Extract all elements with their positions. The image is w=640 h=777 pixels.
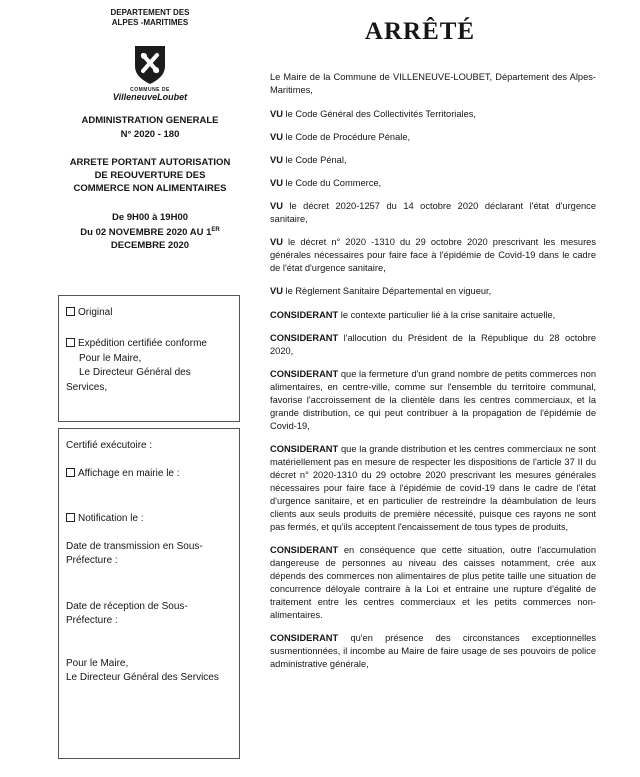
notification-label: Notification le : — [78, 513, 144, 524]
hours-line: De 9H00 à 19H00 — [111, 212, 189, 223]
original-label: Original — [78, 307, 113, 318]
arrete-body — [270, 71, 596, 671]
considerant-item: CONSIDERANT le contexte particulier lié à la crise sanitaire actuelle, — [270, 310, 556, 320]
considerant-item: CONSIDERANT que la fermeture d'un grand nombre de petits commerces non alimentaires, en centre-ville, comme sur l'ensemble du territoire communal, favorise l'accroissement de la clientèle dans les centres commerciaux, et la grande distribution, ce qui peut contribuer à la propagation de l'épidémie de Covid-19, — [270, 369, 596, 431]
vu-item: VU le Règlement Sanitaire Départemental en vigueur, — [270, 286, 492, 296]
objet-line-2: DE REOUVERTURE DES — [94, 170, 206, 181]
reception-line-2: Préfecture : — [66, 615, 118, 626]
box1-directeur: Le Directeur Général des — [79, 367, 191, 378]
period-line — [50, 224, 250, 239]
department-line-1: DEPARTEMENT DES — [110, 8, 190, 17]
affichage-row — [66, 467, 235, 480]
checkbox-icon — [66, 338, 75, 347]
original-box — [58, 295, 240, 422]
original-row — [66, 306, 235, 319]
considerant-item: CONSIDERANT que la grande distribution et les centres commerciaux ne sont matériellement pas en mesure de respecter les dispositions de l'article 37 II du décret n° 2020-1310 du 29 octobre 2020 prescrivant les mesures générales nécessaires pour faire face à l'épidémie de covid-19 dans le cadre de l'état d'urgence sanitaire, et en particulier de restreindre la déambulation de leurs clients aux seuls produits de première nécessité, puisque ces rayons ne sont pas fermés, et qu'ils acceptent l'encaissement de tous types de produits, — [270, 444, 597, 532]
box2-directeur: Le Directeur Général des Services — [66, 672, 219, 683]
document-title: ARRÊTÉ — [364, 18, 476, 45]
period-start: Du 02 NOVEMBRE 2020 AU 1 — [80, 227, 212, 239]
intro-paragraph: Le Maire de la Commune de VILLENEUVE-LOUBET, Département des Alpes-Maritimes, — [270, 72, 596, 95]
commune-logo-icon — [128, 42, 172, 86]
transmission-line-2: Préfecture : — [66, 555, 118, 566]
vu-item: VU le décret n° 2020 -1310 du 29 octobre 2020 prescrivant les mesures générales nécessaires pour faire face à l'épidémie de Covid-19 dans le cadre de l'état d'urgence sanitaire, — [270, 237, 596, 273]
arrete-number: N° 2020 - 180 — [120, 129, 180, 140]
certification-box — [58, 428, 240, 759]
certifie-label: Certifié exécutoire : — [66, 440, 153, 451]
checkbox-icon — [66, 307, 75, 316]
considerant-item: CONSIDERANT en conséquence que cette situation, outre l'accumulation dangereuse de personnes au niveau des caisses notamment, crée aux dépends des commerces non alimentaires de plus petite taille une situation de concurrence déloyale contraire à la Loi et entraine une rupture d'égalité de traitement entre les centres commerciaux et les petits commerces non-alimentaires. — [270, 545, 596, 620]
transmission-line-1: Date de transmission en Sous- — [66, 541, 203, 552]
objet-line-3: COMMERCE NON ALIMENTAIRES — [73, 183, 227, 194]
considerant-item: CONSIDERANT l'allocution du Président de la République du 28 octobre 2020, — [270, 333, 596, 356]
objet-line-1: ARRETE PORTANT AUTORISATION — [69, 157, 231, 168]
department-line-2: ALPES -MARITIMES — [111, 18, 189, 27]
considerant-item: CONSIDERANT qu'en présence des circonstances exceptionnelles susmentionnées, il incombe au Maire de faire usage de ses pouvoirs de police administrative générale, — [270, 633, 597, 669]
box1-pour-maire: Pour le Maire, — [79, 353, 142, 364]
vu-item: VU le Code de Procédure Pénale, — [270, 132, 411, 142]
commune-caption: COMMUNE DE — [130, 87, 170, 93]
notification-row — [66, 512, 235, 525]
vu-item: VU le Code Pénal, — [270, 155, 347, 165]
reception-line-1: Date de réception de Sous- — [66, 601, 188, 612]
vu-item: VU le Code Général des Collectivités Territoriales, — [270, 109, 477, 119]
period-end: DECEMBRE 2020 — [110, 240, 190, 252]
expedition-label: Expédition certifiée conforme — [78, 338, 207, 349]
administration-label: ADMINISTRATION GENERALE — [81, 115, 219, 126]
vu-item: VU le décret 2020-1257 du 14 octobre 2020 déclarant l'état d'urgence sanitaire, — [270, 201, 596, 224]
vu-item: VU le Code du Commerce, — [270, 178, 382, 188]
box2-pour-maire: Pour le Maire, — [66, 658, 129, 669]
left-header — [50, 8, 250, 252]
expedition-row — [66, 337, 235, 350]
checkbox-icon — [66, 468, 75, 477]
commune-name: VilleneuveLoubet — [112, 92, 188, 102]
box1-services: Services, — [66, 382, 108, 393]
checkbox-icon — [66, 513, 75, 522]
affichage-label: Affichage en mairie le : — [78, 468, 180, 479]
period-ordinal: ER — [211, 227, 220, 233]
